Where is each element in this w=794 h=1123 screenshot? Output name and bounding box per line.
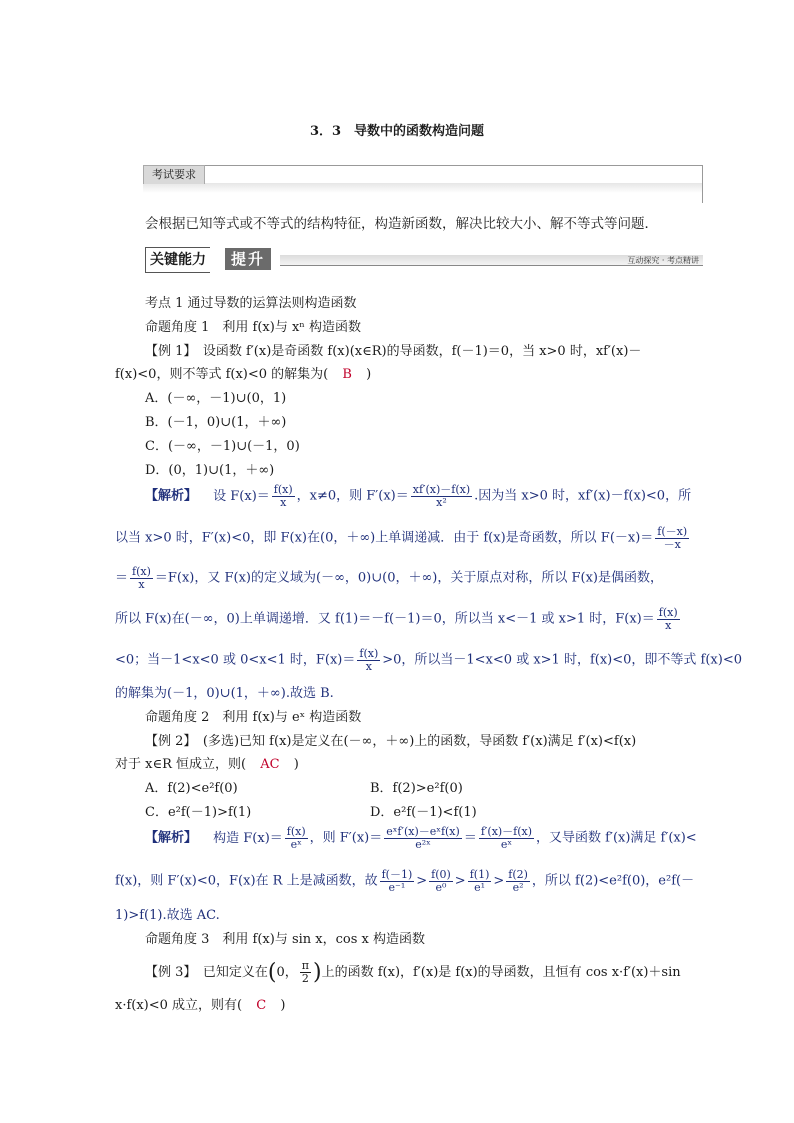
fraction-numerator: f(1) [469,868,490,881]
requirement-edge [702,165,703,203]
angle-3-heading: 命题角度 3 利用 f(x)与 sin x，cos x 构造函数 [145,932,425,947]
fraction [468,869,492,893]
fraction-denominator: x² [436,495,447,509]
fraction-denominator: 2 [301,972,309,985]
example-3-paren: ) [280,998,286,1013]
fraction-numerator: eˣf′(x)－eˣf(x) [386,825,460,838]
solution-2-line-3: 1)>f(1).故选 AC. [115,908,220,923]
example-2-question: 对于 x∈R 恒成立，则( [115,757,247,772]
banner-highlight: 提升 [225,248,271,270]
solution-2-line-1 [145,826,697,850]
example-1-question: f(x)<0，则不等式 f(x)<0 的解集为( [115,367,329,382]
example-3-question: x·f(x)<0 成立，则有( [115,998,243,1013]
solution-text: 构造 F(x)＝ [213,830,283,846]
fraction [300,960,311,984]
fraction [384,826,462,850]
solution-text: 以当 x>0 时，F′(x)<0，即 F(x)在(0，＋∞)上单调递减．由于 f(x)是奇函数，所以 F(－x)＝ [115,530,654,546]
solution-text: f(x)，则 F′(x)<0，F(x)在 R 上是减函数，故 [115,873,378,889]
example-2-option-a: A．f(2)<e²f(0) [145,781,238,796]
fraction-numerator: f(x) [132,565,151,578]
example-2-option-b: B．f(2)>e²f(0) [370,781,463,796]
fraction [411,484,472,508]
fraction-denominator: eˣ [500,837,513,851]
fraction-denominator: eˣ [290,837,302,851]
banner-subtitle: 互动探究 · 考点精讲 [627,256,699,265]
example-1-paren: ) [366,367,372,382]
fraction [655,526,689,550]
fraction-numerator: f(x) [273,483,293,496]
fraction-denominator: e¹ [474,880,485,894]
inequality-sign: > [416,873,428,889]
fraction-numerator: f(x) [286,825,306,838]
solution-1-line-4 [115,607,682,631]
fraction-denominator: x [138,577,145,591]
fraction-denominator: x [365,659,372,673]
solution-text: ＝ [463,830,477,846]
inequality-sign: > [454,873,466,889]
requirement-tag: 考试要求 [143,165,205,184]
fraction [272,484,295,508]
solution-label: 【解析】 [145,488,198,504]
interval-bracket: ( [267,960,277,985]
fraction [657,607,680,631]
example-3-stem-cont [115,994,285,1013]
angle-1-heading: 命题角度 1 利用 f(x)与 xⁿ 构造函数 [145,320,362,335]
solution-text: ，则 F′(x)＝ [309,830,383,846]
solution-text: ，又导函数 f′(x)满足 f′(x)< [536,830,697,846]
fraction [429,869,453,893]
fraction-denominator: e⁻¹ [388,880,406,894]
fraction-numerator: f(－1) [381,868,413,881]
solution-1-line-5 [115,648,742,672]
example-3-text: 【例 3】 已知定义在 [145,965,268,980]
interval-bracket: ) [313,960,322,985]
example-1-option-a: A．(－∞，－1)∪(0，1) [145,391,287,406]
example-1-stem-cont [115,363,371,382]
fraction-numerator: f(x) [359,647,379,660]
solution-text: <0；当－1<x<0 或 0<x<1 时，F(x)＝ [115,652,356,668]
example-1-stem: 【例 1】 设函数 f′(x)是奇函数 f(x)(x∈R)的导函数，f(－1)＝0，当 x>0 时，xf′(x)－ [145,344,642,359]
solution-1-line-3 [115,566,663,590]
solution-text: >0，所以当－1<x<0 或 x>1 时，f(x)<0，即不等式 f(x)<0 [382,652,742,668]
solution-2-line-2 [115,869,694,893]
fraction [380,869,415,893]
solution-text: ＝ [115,570,129,586]
solution-text: ＝F(x)，又 F(x)的定义域为(－∞，0)∪(0，＋∞)，关于原点对称，所以 F(x)是偶函数， [154,570,664,586]
fraction-numerator: f(－x) [657,525,688,538]
fraction-numerator: f(x) [658,606,678,619]
key-ability-banner [145,247,703,271]
section-heading: 考点 1 通过导数的运算法则构造函数 [145,296,357,311]
fraction-denominator: e² [512,880,524,894]
fraction-denominator: e²ˣ [415,837,431,851]
requirement-text: 会根据已知等式或不等式的结构特征，构造新函数，解决比较大小、解不等式等问题． [145,216,658,232]
requirement-shade [143,183,703,193]
example-3-answer: C [256,998,267,1013]
solution-label: 【解析】 [145,830,198,846]
fraction [506,869,530,893]
fraction-denominator: e⁰ [435,880,447,894]
solution-text: 设 F(x)＝ [213,488,270,504]
example-2-stem-cont [115,753,299,772]
interval-left: 0， [276,965,298,980]
solution-text: 所以 F(x)在(－∞，0)上单调递增．又 f(1)＝－f(－1)＝0，所以当 x<－1 或 x>1 时，F(x)＝ [115,611,655,627]
fraction [285,826,308,850]
solution-text: .因为当 x>0 时，xf′(x)－f(x)<0，所 [474,488,692,504]
requirement-rule [203,165,703,166]
example-2-paren: ) [293,757,299,772]
example-1-answer: B [342,367,352,382]
solution-1-line-1 [145,484,691,508]
example-1-option-d: D．(0，1)∪(1，＋∞) [145,463,275,478]
solution-text: ，x≠0，则 F′(x)＝ [296,488,409,504]
inequality-sign: > [493,873,505,889]
banner-title: 关键能力 [145,247,210,273]
solution-1-line-6: 的解集为(－1，0)∪(1，＋∞).故选 B. [115,686,334,701]
fraction-denominator: x [280,495,287,509]
fraction-numerator: f′(x)－f(x) [480,825,533,838]
fraction [357,648,380,672]
example-2-stem: 【例 2】 (多选)已知 f(x)是定义在(－∞，＋∞)上的函数，导函数 f′(x)满足 f′(x)<f(x) [145,734,637,749]
example-2-option-d: D．e²f(－1)<f(1) [370,805,477,820]
fraction [479,826,534,850]
example-1-option-b: B．(－1，0)∪(1，＋∞) [145,415,287,430]
example-1-option-c: C．(－∞，－1)∪(－1，0) [145,439,300,454]
fraction-numerator: π [301,959,310,973]
solution-text: ，所以 f(2)<e²f(0)，e²f(－ [531,873,695,889]
fraction-denominator: －x [663,537,681,551]
solution-1-line-2 [115,526,691,550]
fraction-numerator: f(0) [431,868,451,881]
angle-2-heading: 命题角度 2 利用 f(x)与 eˣ 构造函数 [145,710,362,725]
page-title: 3．3 导数中的函数构造问题 [309,124,485,139]
requirement-box [143,165,703,203]
example-3-text: 上的函数 f(x)，f′(x)是 f(x)的导函数，且恒有 cos x·f′(x)＋sin [321,965,681,980]
fraction-numerator: xf′(x)－f(x) [412,483,471,496]
fraction [130,566,153,590]
example-2-option-c: C．e²f(－1)>f(1) [145,805,252,820]
fraction-numerator: f(2) [508,868,528,881]
example-3-stem [145,960,681,985]
fraction-denominator: x [665,618,672,632]
example-2-answer: AC [260,757,280,772]
